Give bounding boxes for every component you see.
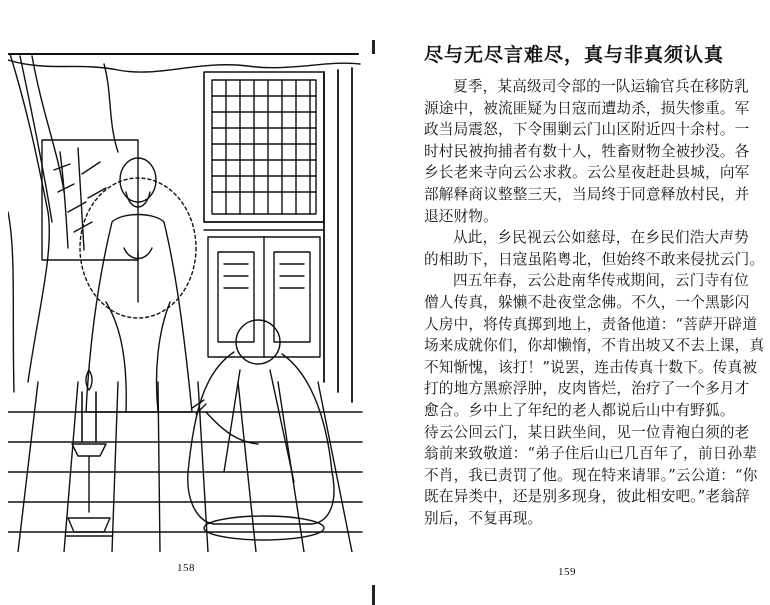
text-line: 退还财物。 <box>424 207 498 225</box>
text-line: 不知惭愧，该打！”说罢，连击传真十数下。传真被 <box>424 358 758 376</box>
text-line: 僧人传真，躲懒不赴夜堂念佛。不久，一个黑影闪 <box>424 293 750 311</box>
text-line: 政当局震怒，下令围剿云门山区附近四十余村。一 <box>424 121 750 139</box>
gutter-mark <box>372 40 375 54</box>
body-text <box>424 76 764 529</box>
text-line: 夏季，某高级司令部的一队运输官兵在移防乳 <box>453 78 749 95</box>
left-page <box>0 0 384 605</box>
chapter-title: 尽与无尽言难尽，真与非真须认真 <box>424 44 725 66</box>
text-line: 既在异类中，还是别多现身，彼此相安吧。”老翁辞 <box>424 488 750 506</box>
text-line: 源途中，被流匪疑为日寇而遭劫杀，损失惨重。军 <box>424 99 750 117</box>
text-line: 四五年春，云公赴南华传戒期间，云门寺有位 <box>453 272 749 290</box>
text-line: 愈合。乡中上了年纪的老人都说后山中有野狐。 <box>424 401 735 419</box>
text-line: 别后，不复再现。 <box>424 509 543 527</box>
text-line: 部解释商议整整三天，当局终于同意释放村民，并 <box>424 185 750 203</box>
text-line: 人房中，将传真掷到地上，责备他道：“菩萨开辟道 <box>424 315 758 333</box>
text-line: 不肖，我已责罚了他。现在特来请罪。”云公道：“你 <box>424 466 758 484</box>
gutter-mark <box>372 585 375 605</box>
text-line: 乡长老来寺向云公求救。云公星夜赶赴县城，向军 <box>424 164 750 182</box>
page-number: 159 <box>558 566 576 578</box>
page-number: 158 <box>177 562 195 574</box>
monk-illustration <box>8 52 363 552</box>
text-line: 打的地方黑瘀浮肿，皮肉皆烂，治疗了一个多月才 <box>424 380 750 398</box>
text-line: 的相助下，日寇虽陷粤北，但始终不敢来侵扰云门。 <box>424 250 764 268</box>
right-page <box>384 0 770 605</box>
text-line: 时村民被拘捕者有数十人，牲畜财物全被抄没。各 <box>424 142 750 160</box>
text-line: 翁前来致敬道：“弟子住后山已几百年了，前日孙辈 <box>424 445 758 463</box>
text-line: 场来成就你们，你却懒惰，不肯出坡又不去上课，真 <box>424 337 764 355</box>
text-line: 从此，乡民视云公如慈母，在乡民们浩大声势 <box>453 229 749 247</box>
text-line: 待云公回云门，某日趺坐间，见一位青袍白须的老 <box>424 423 750 441</box>
